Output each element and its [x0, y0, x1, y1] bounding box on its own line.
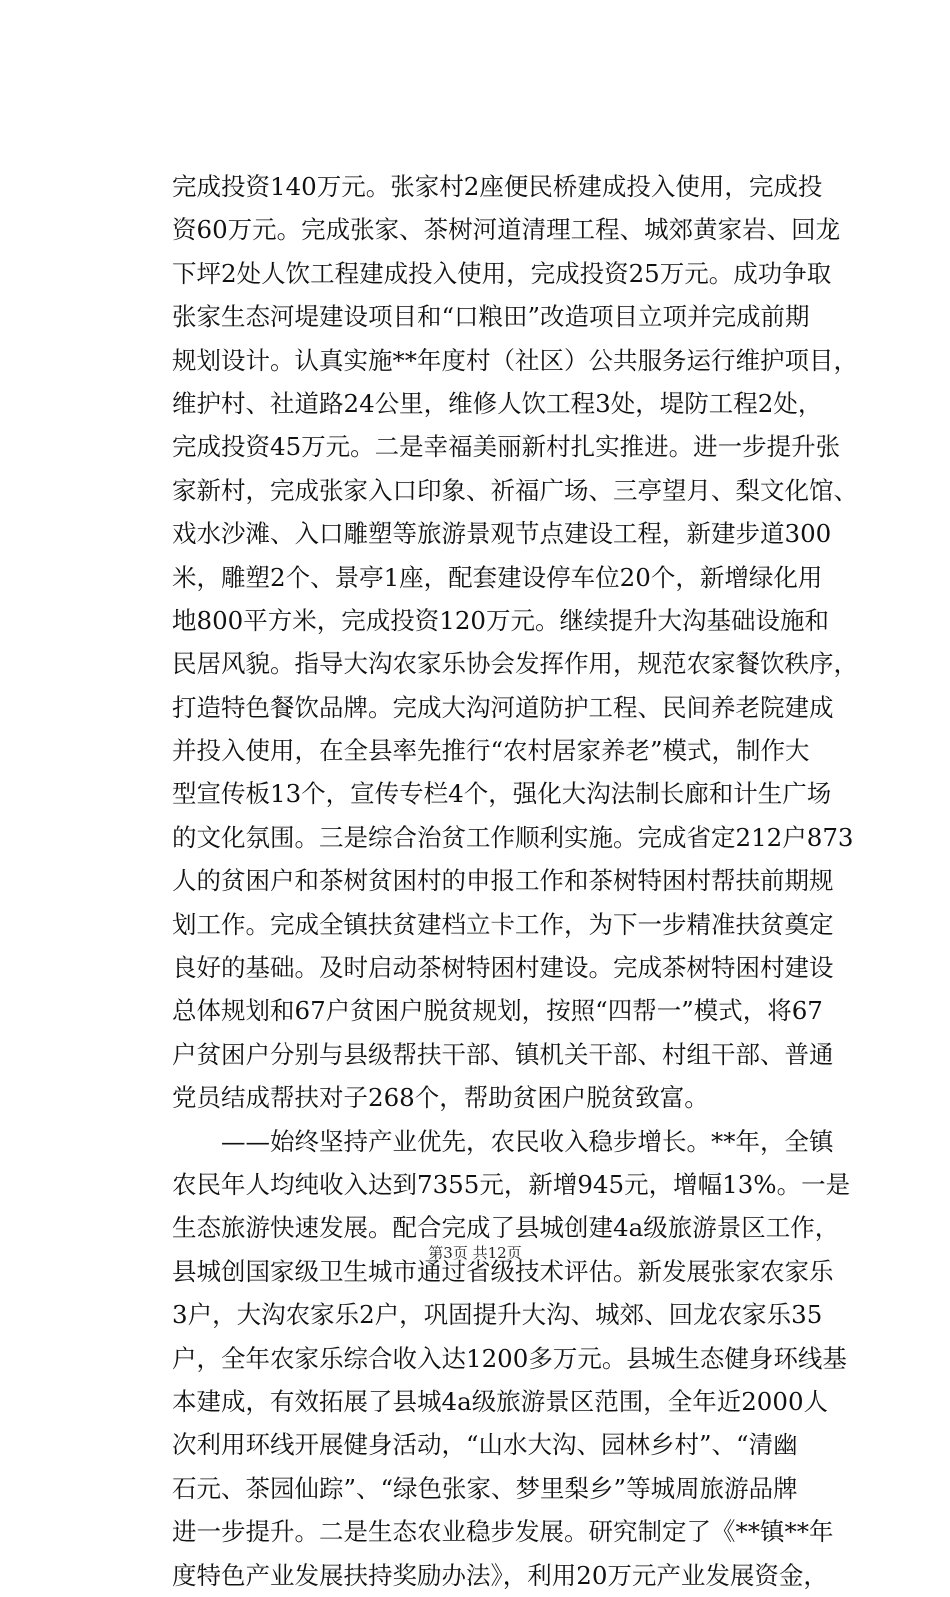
text-line: 戏水沙滩、入口雕塑等旅游景观节点建设工程，新建步道300 — [172, 519, 832, 549]
text-line: 并投入使用，在全县率先推行“农村居家养老”模式，制作大 — [172, 736, 810, 766]
text-line: 打造特色餐饮品牌。完成大沟河道防护工程、民间养老院建成 — [172, 692, 834, 722]
text-line: 人的贫困户和茶树贫困村的申报工作和茶树特困村帮扶前期规 — [172, 866, 834, 896]
text-line: 资60万元。完成张家、茶树河道清理工程、城郊黄家岩、回龙 — [172, 215, 841, 245]
text-line: 家新村，完成张家入口印象、祈福广场、三亭望月、梨文化馆、 — [172, 475, 858, 505]
document-body — [172, 165, 858, 1597]
text-line: 划工作。完成全镇扶贫建档立卡工作，为下一步精准扶贫奠定 — [172, 909, 834, 939]
text-line: 进一步提升。二是生态农业稳步发展。研究制定了《**镇**年 — [172, 1517, 834, 1547]
text-line: 3户，大沟农家乐2户，巩固提升大沟、城郊、回龙农家乐35 — [172, 1300, 823, 1330]
text-line: 良好的基础。及时启动茶树特困村建设。完成茶树特困村建设 — [172, 953, 834, 983]
text-line: 完成投资45万元。二是幸福美丽新村扎实推进。进一步提升张 — [172, 432, 841, 462]
text-line: 次利用环线开展健身活动，“山水大沟、园林乡村”、“清幽 — [172, 1430, 798, 1460]
text-line: 本建成，有效拓展了县城4a级旅游景区范围，全年近2000人 — [172, 1386, 829, 1416]
text-line: 户，全年农家乐综合收入达1200多万元。县城生态健身环线基 — [172, 1343, 847, 1373]
text-line: 县城创国家级卫生城市通过省级技术评估。新发展张家农家乐 — [172, 1256, 834, 1286]
text-line: 维护村、社道路24公里，维修人饮工程3处，堤防工程2处， — [172, 388, 823, 418]
text-line: 民居风貌。指导大沟农家乐协会发挥作用，规范农家餐饮秩序， — [172, 649, 858, 679]
text-line: 张家生态河堤建设项目和“口粮田”改造项目立项并完成前期 — [172, 302, 810, 332]
text-line: 完成投资140万元。张家村2座便民桥建成投入使用，完成投 — [172, 172, 823, 201]
text-line: 总体规划和67户贫困户脱贫规划，按照“四帮一”模式，将67 — [172, 996, 823, 1026]
text-line: 党员结成帮扶对子268个，帮助贫困户脱贫致富。 — [172, 1083, 709, 1113]
text-line: 下坪2处人饮工程建成投入使用，完成投资25万元。成功争取 — [172, 258, 832, 288]
text-line: 户贫困户分别与县级帮扶干部、镇机关干部、村组干部、普通 — [172, 1039, 834, 1069]
text-line: 石元、茶园仙踪”、“绿色张家、梦里梨乡”等城周旅游品牌 — [172, 1473, 798, 1503]
text-line: 地800平方米，完成投资120万元。继续提升大沟基础设施和 — [172, 605, 830, 635]
text-line: 规划设计。认真实施**年度村（社区）公共服务运行维护项目， — [172, 345, 858, 375]
text-line: ——始终坚持产业优先，农民收入稳步增长。**年，全镇 — [172, 1126, 834, 1156]
text-line: 农民年人均纯收入达到7355元，新增945元，增幅13%。一是 — [172, 1169, 851, 1199]
text-line: 度特色产业发展扶持奖励办法》，利用20万元产业发展资金， — [172, 1560, 828, 1590]
text-line: 米，雕塑2个、景亭1座，配套建设停车位20个，新增绿化用 — [172, 562, 823, 592]
text-line: 型宣传板13个，宣传专栏4个，强化大沟法制长廊和计生广场 — [172, 779, 832, 809]
page-footer: 第3页 共12页 — [428, 1244, 522, 1262]
text-line: 生态旅游快速发展。配合完成了县城创建4a级旅游景区工作， — [172, 1213, 840, 1243]
text-line: 的文化氛围。三是综合治贫工作顺利实施。完成省定212户873 — [172, 822, 854, 852]
